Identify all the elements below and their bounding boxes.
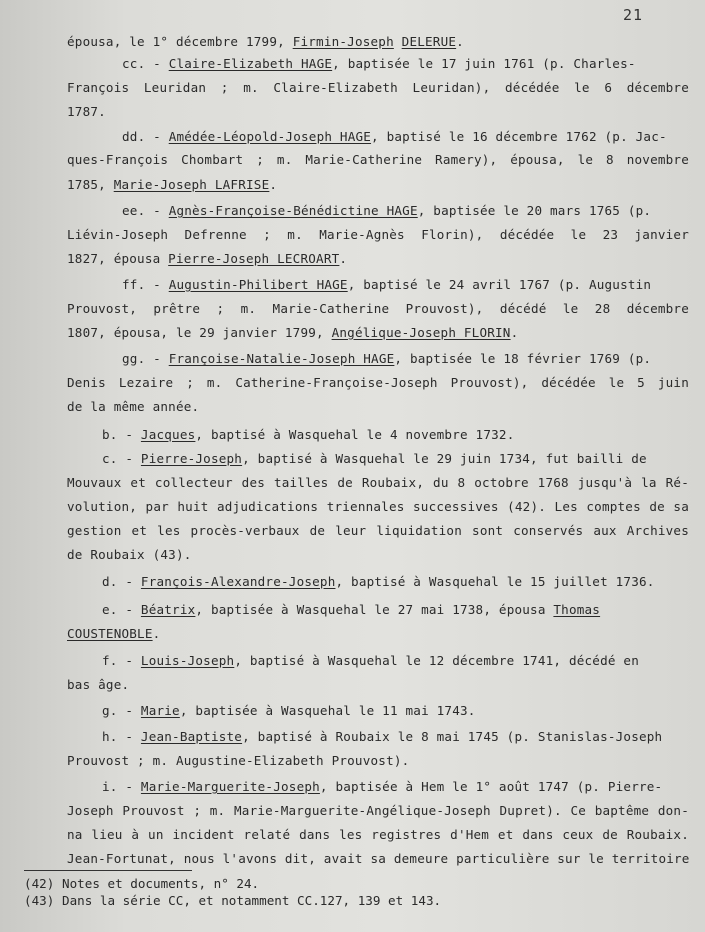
text-line (67, 753, 409, 769)
text-run: volution, par huit adjudications triennales successives (42). Les comptes de sa (67, 499, 689, 514)
text-line (67, 375, 689, 391)
text-line (67, 301, 689, 317)
text-run: , baptisé à Wasquehal le 4 novembre 1732. (195, 427, 515, 442)
text-run: gg. - (122, 351, 169, 366)
underlined-name: Agnès-Françoise-Bénédictine HAGE (168, 203, 418, 218)
text-run: g. - (102, 703, 141, 718)
text-line (67, 177, 277, 193)
text-line (102, 602, 600, 618)
underlined-name: Pierre-Joseph (140, 451, 243, 466)
underlined-name: DELERUE (401, 34, 457, 49)
footnote-43 (24, 893, 441, 909)
text-run: Jean-Fortunat, nous l'avons dit, avait sa demeure particulière sur le territoire (67, 851, 690, 866)
text-run: Liévin-Joseph Defrenne ; m. Marie-Agnès Florin), décédée le 23 janvier (67, 227, 689, 242)
underlined-name: Amédée-Léopold-Joseph HAGE (168, 129, 372, 144)
text-run: e. - (102, 602, 141, 617)
text-run: Prouvost ; m. Augustine-Elizabeth Prouvost). (67, 753, 410, 768)
text-line (67, 34, 464, 50)
text-line (102, 779, 662, 795)
text-run: Denis Lezaire ; m. Catherine-Françoise-Joseph Prouvost), décédée le 5 juin (67, 375, 689, 390)
text-line (122, 277, 651, 293)
text-line (122, 203, 651, 219)
text-run: . (456, 34, 464, 49)
underlined-name: Angélique-Joseph FLORIN (331, 325, 511, 340)
text-run: , baptisée le 20 mars 1765 (p. (417, 203, 652, 218)
text-run: , baptisé à Roubaix le 8 mai 1745 (p. Stanislas-Joseph (242, 729, 663, 744)
text-run: ques-François Chombart ; m. Marie-Catherine Ramery), épousa, le 8 novembre (67, 152, 689, 167)
text-run: , baptisée à Wasquehal le 11 mai 1743. (179, 703, 476, 718)
text-line (67, 803, 689, 819)
text-line (67, 227, 689, 243)
text-line (67, 80, 689, 96)
underlined-name: Béatrix (140, 602, 196, 617)
text-line (102, 451, 647, 467)
text-line (67, 399, 199, 415)
footnote-rule (24, 870, 192, 871)
text-run (394, 34, 402, 49)
footnote-number: (43) (24, 893, 55, 908)
text-run: b. - (102, 427, 141, 442)
text-line (67, 499, 689, 515)
text-run: , baptisée à Hem le 1° août 1747 (p. Pierre- (319, 779, 663, 794)
text-run: , baptisé à Wasquehal le 12 décembre 1741, décédé en (234, 653, 639, 668)
text-run: 1807, épousa, le 29 janvier 1799, (67, 325, 332, 340)
underlined-name: Jacques (140, 427, 196, 442)
text-run: , baptisé à Wasquehal le 29 juin 1734, fut bailli de (242, 451, 647, 466)
footnote-42 (24, 876, 259, 892)
text-run: , baptisé le 24 avril 1767 (p. Augustin (347, 277, 652, 292)
text-run: . (339, 251, 348, 266)
text-run: , baptisé le 16 décembre 1762 (p. Jac- (371, 129, 667, 144)
text-run: François Leuridan ; m. Claire-Elizabeth Leuridan), décédée le 6 décembre (67, 80, 689, 95)
underlined-name: Claire-Elizabeth HAGE (168, 56, 333, 71)
text-line (102, 653, 639, 669)
text-line (67, 325, 518, 341)
text-line (122, 351, 651, 367)
text-line (67, 547, 192, 563)
text-run: cc. - (122, 56, 169, 71)
text-run: 1785, (67, 177, 114, 192)
text-run: f. - (102, 653, 141, 668)
text-line (122, 129, 667, 145)
text-line (102, 729, 662, 745)
text-run: gestion et les procès-verbaux de leur liquidation sont conservés aux Archives (67, 523, 689, 538)
underlined-name: Pierre-Joseph LECROART (168, 251, 340, 266)
text-run: d. - (102, 574, 141, 589)
text-run: , baptisée à Wasquehal le 27 mai 1738, épousa (195, 602, 554, 617)
text-run: de Roubaix (43). (67, 547, 192, 562)
text-run: i. - (102, 779, 141, 794)
text-line (102, 427, 514, 443)
text-run: bas âge. (67, 677, 130, 692)
text-run: . (269, 177, 278, 192)
underlined-name: Thomas (553, 602, 601, 617)
footnote-text: Notes et documents, n° 24. (62, 876, 260, 891)
text-line (67, 851, 689, 867)
text-run: épousa, le 1° décembre 1799, (67, 34, 293, 49)
text-run: ee. - (122, 203, 169, 218)
text-run: , baptisée le 17 juin 1761 (p. Charles- (332, 56, 636, 71)
text-run: 1827, épousa (67, 251, 169, 266)
text-run: , baptisé à Wasquehal le 15 juillet 1736. (335, 574, 655, 589)
text-line (67, 523, 689, 539)
underlined-name: Firmin-Joseph (292, 34, 394, 49)
text-run: c. - (102, 451, 141, 466)
text-line (67, 827, 689, 843)
underlined-name: François-Alexandre-Joseph (140, 574, 336, 589)
underlined-name: Françoise-Natalie-Joseph HAGE (168, 351, 395, 366)
text-run: 1787. (67, 104, 106, 119)
text-run: Joseph Prouvost ; m. Marie-Marguerite-Angélique-Joseph Dupret). Ce baptême don- (67, 803, 689, 818)
underlined-name: Augustin-Philibert HAGE (168, 277, 348, 292)
text-line (67, 626, 160, 642)
footnote-number: (42) (24, 876, 55, 891)
text-run: h. - (102, 729, 141, 744)
underlined-name: Marie-Marguerite-Joseph (140, 779, 320, 794)
text-line (122, 56, 636, 72)
text-line (67, 152, 689, 168)
text-run: Mouvaux et collecteur des tailles de Roubaix, du 8 octobre 1768 jusqu'à la Ré- (67, 475, 689, 490)
text-run: . (510, 325, 519, 340)
text-run: Prouvost, prêtre ; m. Marie-Catherine Prouvost), décédé le 28 décembre (67, 301, 689, 316)
page-number: 21 (622, 6, 643, 24)
text-run: na lieu à un incident relaté dans les registres d'Hem et dans ceux de Roubaix. (67, 827, 689, 842)
text-line (67, 104, 106, 120)
text-run: ff. - (122, 277, 169, 292)
underlined-name: Marie (140, 703, 180, 718)
underlined-name: COUSTENOBLE (67, 626, 153, 641)
text-line (67, 475, 689, 491)
text-run: dd. - (122, 129, 169, 144)
text-line (102, 574, 655, 590)
text-run: . (152, 626, 161, 641)
text-line (67, 677, 129, 693)
underlined-name: Louis-Joseph (140, 653, 235, 668)
underlined-name: Marie-Joseph LAFRISE (113, 177, 270, 192)
text-run: , baptisée le 18 février 1769 (p. (394, 351, 652, 366)
underlined-name: Jean-Baptiste (140, 729, 243, 744)
text-line (67, 251, 347, 267)
footnote-text: Dans la série CC, et notamment CC.127, 139 et 143. (62, 893, 442, 908)
text-run: de la même année. (67, 399, 200, 414)
text-line (102, 703, 476, 719)
